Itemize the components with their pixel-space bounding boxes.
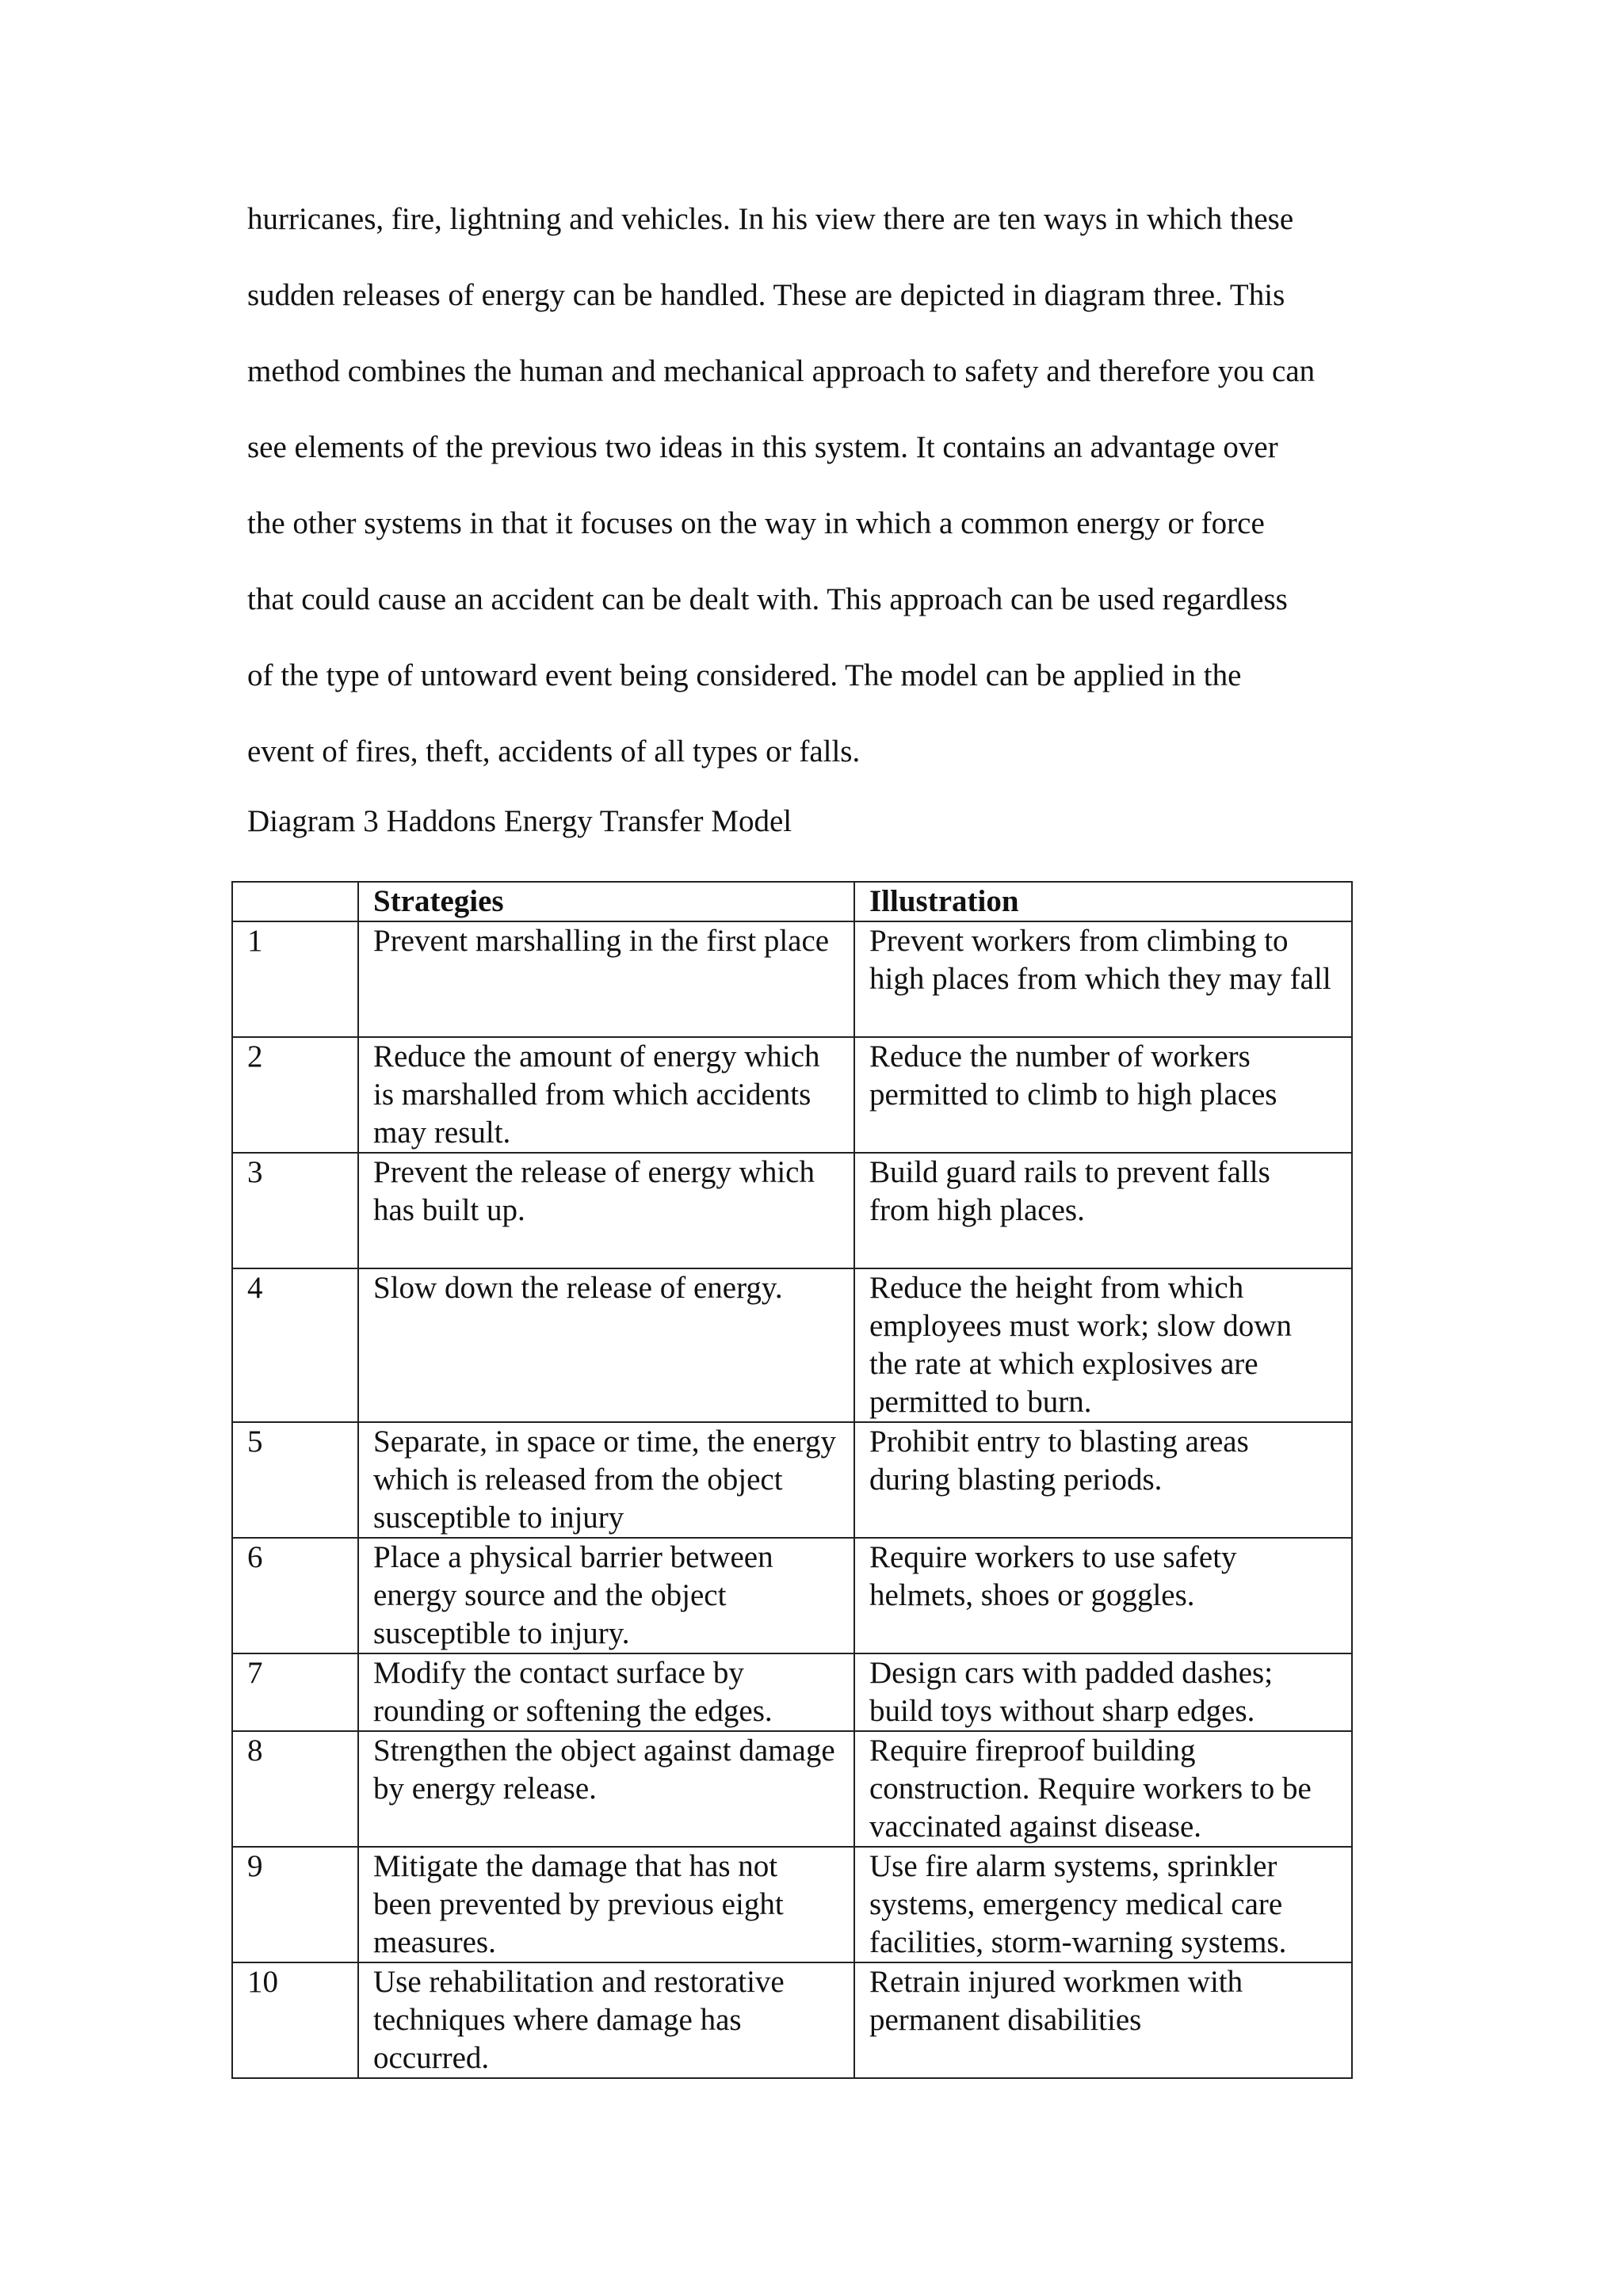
energy-transfer-table	[231, 881, 1353, 2079]
strategy-cell: Slow down the release of energy.	[358, 1268, 854, 1422]
table-row	[232, 1268, 1352, 1422]
illustration-cell: Use fire alarm systems, sprinkler systems, emergency medical care facilities, storm-warning systems.	[854, 1847, 1352, 1962]
strategy-cell: Reduce the amount of energy which is marshalled from which accidents may result.	[358, 1037, 854, 1153]
strategy-cell: Prevent the release of energy which has built up.	[358, 1153, 854, 1268]
strategy-cell: Modify the contact surface by rounding or softening the edges.	[358, 1653, 854, 1731]
row-number: 2	[232, 1037, 358, 1153]
strategy-cell: Use rehabilitation and restorative techniques where damage has occurred.	[358, 1962, 854, 2078]
table-row	[232, 1847, 1352, 1962]
illustration-cell: Design cars with padded dashes; build toys without sharp edges.	[854, 1653, 1352, 1731]
row-number: 3	[232, 1153, 358, 1268]
table-header-row	[232, 882, 1352, 921]
illustration-cell: Prohibit entry to blasting areas during blasting periods.	[854, 1422, 1352, 1538]
illustration-cell: Require workers to use safety helmets, shoes or goggles.	[854, 1538, 1352, 1653]
table-row	[232, 1037, 1352, 1153]
strategy-cell: Prevent marshalling in the first place	[358, 921, 854, 1037]
row-number: 8	[232, 1731, 358, 1847]
illustration-cell: Reduce the height from which employees must work; slow down the rate at which explosives are permitted to burn.	[854, 1268, 1352, 1422]
table-row	[232, 1653, 1352, 1731]
illustration-cell: Build guard rails to prevent falls from high places.	[854, 1153, 1352, 1268]
strategy-cell: Place a physical barrier between energy source and the object susceptible to injury.	[358, 1538, 854, 1653]
paragraph-line: event of fires, theft, accidents of all types or falls.	[247, 734, 861, 769]
row-number: 4	[232, 1268, 358, 1422]
illustration-cell: Require fireproof building construction. Require workers to be vaccinated against disease.	[854, 1731, 1352, 1847]
paragraph-line: that could cause an accident can be dealt with. This approach can be used regardless	[247, 582, 1288, 616]
row-number: 5	[232, 1422, 358, 1538]
paragraph-line: hurricanes, fire, lightning and vehicles. In his view there are ten ways in which these	[247, 202, 1294, 236]
header-strategies: Strategies	[358, 882, 854, 921]
diagram-caption: Diagram 3 Haddons Energy Transfer Model	[247, 804, 792, 838]
row-number: 7	[232, 1653, 358, 1731]
illustration-cell: Prevent workers from climbing to high places from which they may fall	[854, 921, 1352, 1037]
row-number: 10	[232, 1962, 358, 2078]
table-row	[232, 1153, 1352, 1268]
row-number: 9	[232, 1847, 358, 1962]
strategy-cell: Separate, in space or time, the energy which is released from the object susceptible to injury	[358, 1422, 854, 1538]
row-number: 6	[232, 1538, 358, 1653]
strategy-cell: Mitigate the damage that has not been prevented by previous eight measures.	[358, 1847, 854, 1962]
header-number	[232, 882, 358, 921]
table-row	[232, 1731, 1352, 1847]
paragraph-line: sudden releases of energy can be handled. These are depicted in diagram three. This	[247, 278, 1285, 312]
illustration-cell: Retrain injured workmen with permanent disabilities	[854, 1962, 1352, 2078]
paragraph-line: method combines the human and mechanical approach to safety and therefore you can	[247, 354, 1316, 388]
row-number: 1	[232, 921, 358, 1037]
table-row	[232, 921, 1352, 1037]
table-row	[232, 1962, 1352, 2078]
table-row	[232, 1538, 1352, 1653]
table-row	[232, 1422, 1352, 1538]
paragraph-line: of the type of untoward event being considered. The model can be applied in the	[247, 658, 1242, 692]
header-illustration: Illustration	[854, 882, 1352, 921]
paragraph-line: the other systems in that it focuses on the way in which a common energy or force	[247, 506, 1265, 540]
strategy-cell: Strengthen the object against damage by energy release.	[358, 1731, 854, 1847]
paragraph-line: see elements of the previous two ideas in this system. It contains an advantage over	[247, 430, 1278, 464]
illustration-cell: Reduce the number of workers permitted to climb to high places	[854, 1037, 1352, 1153]
